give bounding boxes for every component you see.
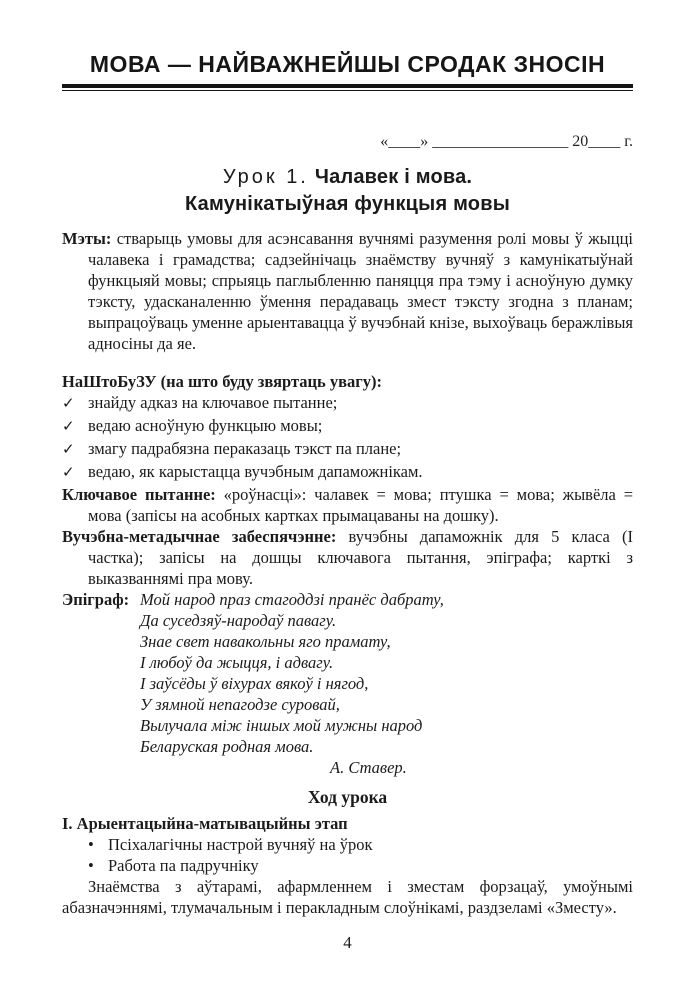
rule-thick-line: [62, 84, 633, 88]
list-item: [62, 438, 633, 461]
checklist-item-text: змагу падрабязна пераказаць тэкст па плане;: [88, 438, 402, 458]
list-item: [62, 855, 633, 876]
poem-line: І заўсёды ў віхурах вякоў і нягод,: [140, 673, 369, 693]
page-number: 4: [343, 932, 352, 952]
checklist-item-text: знайду адказ на ключавое пытанне;: [88, 392, 338, 412]
date-blank-line: «____» _________________ 20____ г.: [380, 133, 633, 150]
nashtobuzu-label: НаШтоБуЗУ (на што буду звяртаць увагу):: [62, 371, 383, 391]
resources-paragraph: [62, 526, 633, 589]
stage1-heading: І. Арыентацыйна-матывацыйны этап: [62, 813, 348, 833]
list-item: [62, 392, 633, 415]
poem-line: Беларуская родная мова.: [140, 736, 314, 756]
lesson-title-line2: Камунікатыўная функцыя мовы: [185, 193, 510, 215]
poem-line: У зямной непагодзе суровай,: [140, 694, 340, 714]
goals-text: стварыць умовы для асэнсавання вучнямі разумення ролі мовы ў жыцці чалавека і грамадства; садзейнічаць знаёмству вучняў з камунікатыўнай функцыяй мовы; спрыяць паглыбленню паняцця пра тэму і асноўную думку тэксту, удасканаленню ўмення перадаваць змест тэксту згодна з планам; выпрацоўваць уменне арыентавацца ў вучэбнай кнізе, выхоўваць беражлівыя адносіны да яе.: [88, 229, 634, 353]
bullet-item-text: Работа па падручніку: [108, 855, 259, 875]
poem-line: І любоў да жыцця, і адвагу.: [140, 652, 334, 672]
check-icon: ✓: [62, 395, 75, 412]
list-item: [62, 461, 633, 484]
key-question-text: «роўнасці»: чалавек = мова; птушка = мова; жывёла = мова (запісы на асобных картках прымацаваны на дошку).: [88, 484, 634, 525]
key-question-label: Ключавое пытанне:: [62, 484, 216, 504]
key-question-paragraph: [62, 484, 633, 526]
course-heading: Ход урока: [307, 786, 388, 807]
resources-text: вучэбны дапаможнік для 5 класа (І частка); запісы на дошцы ключавога пытання, эпіграфа; карткі з выказваннямі пра мову.: [88, 526, 634, 588]
goals-label: Мэты:: [62, 229, 112, 248]
resources-label: Вучэбна-метадычнае забеспячэнне:: [62, 526, 337, 546]
bullet-icon: •: [88, 855, 94, 875]
list-item: [62, 415, 633, 438]
lesson-title-line1: Чалавек і мова.: [314, 166, 473, 188]
poem-line: Знае свет навакольны яго прамату,: [140, 631, 391, 651]
lesson-heading: [62, 164, 633, 218]
poem-line: Да суседзяў-народаў павагу.: [140, 610, 337, 630]
bullet-icon: •: [88, 834, 94, 854]
check-icon: ✓: [62, 441, 75, 458]
course-paragraph: Знаёмства з аўтарамі, афармленнем і зместам форзацаў, умоўнымі абазначэннямі, тлумачальным і перакладным слоўнікамі, раздзеламі «Зместу».: [62, 876, 633, 917]
list-item: [62, 834, 633, 855]
checklist-item-text: ведаю, як карыстацца вучэбным дапаможнікам.: [88, 461, 423, 481]
check-icon: ✓: [62, 418, 75, 435]
epigraph-label: Эпіграф:: [62, 589, 130, 609]
goals-paragraph: [62, 228, 633, 354]
poem-line: Вылучала між іншых мой мужны народ: [140, 715, 423, 735]
epigraph-first-line: [62, 589, 633, 610]
lesson-number: Урок 1.: [222, 166, 309, 188]
bullet-item-text: Псіхалагічны настрой вучняў на ўрок: [108, 834, 373, 854]
epigraph-block: [62, 589, 633, 778]
header-double-rule: [62, 84, 633, 91]
checklist-item-text: ведаю асноўную функцыю мовы;: [88, 415, 323, 435]
chapter-title: МОВА — НАЙВАЖНЕЙШЫ СРОДАК ЗНОСІН: [89, 51, 606, 77]
poem-line: Мой народ праз стагоддзі пранёс дабрату,: [140, 589, 444, 609]
rule-thin-line: [62, 90, 633, 91]
poem-attribution: А. Ставер.: [330, 757, 407, 777]
check-icon: ✓: [62, 464, 75, 481]
nashtobuzu-section: [62, 371, 633, 392]
